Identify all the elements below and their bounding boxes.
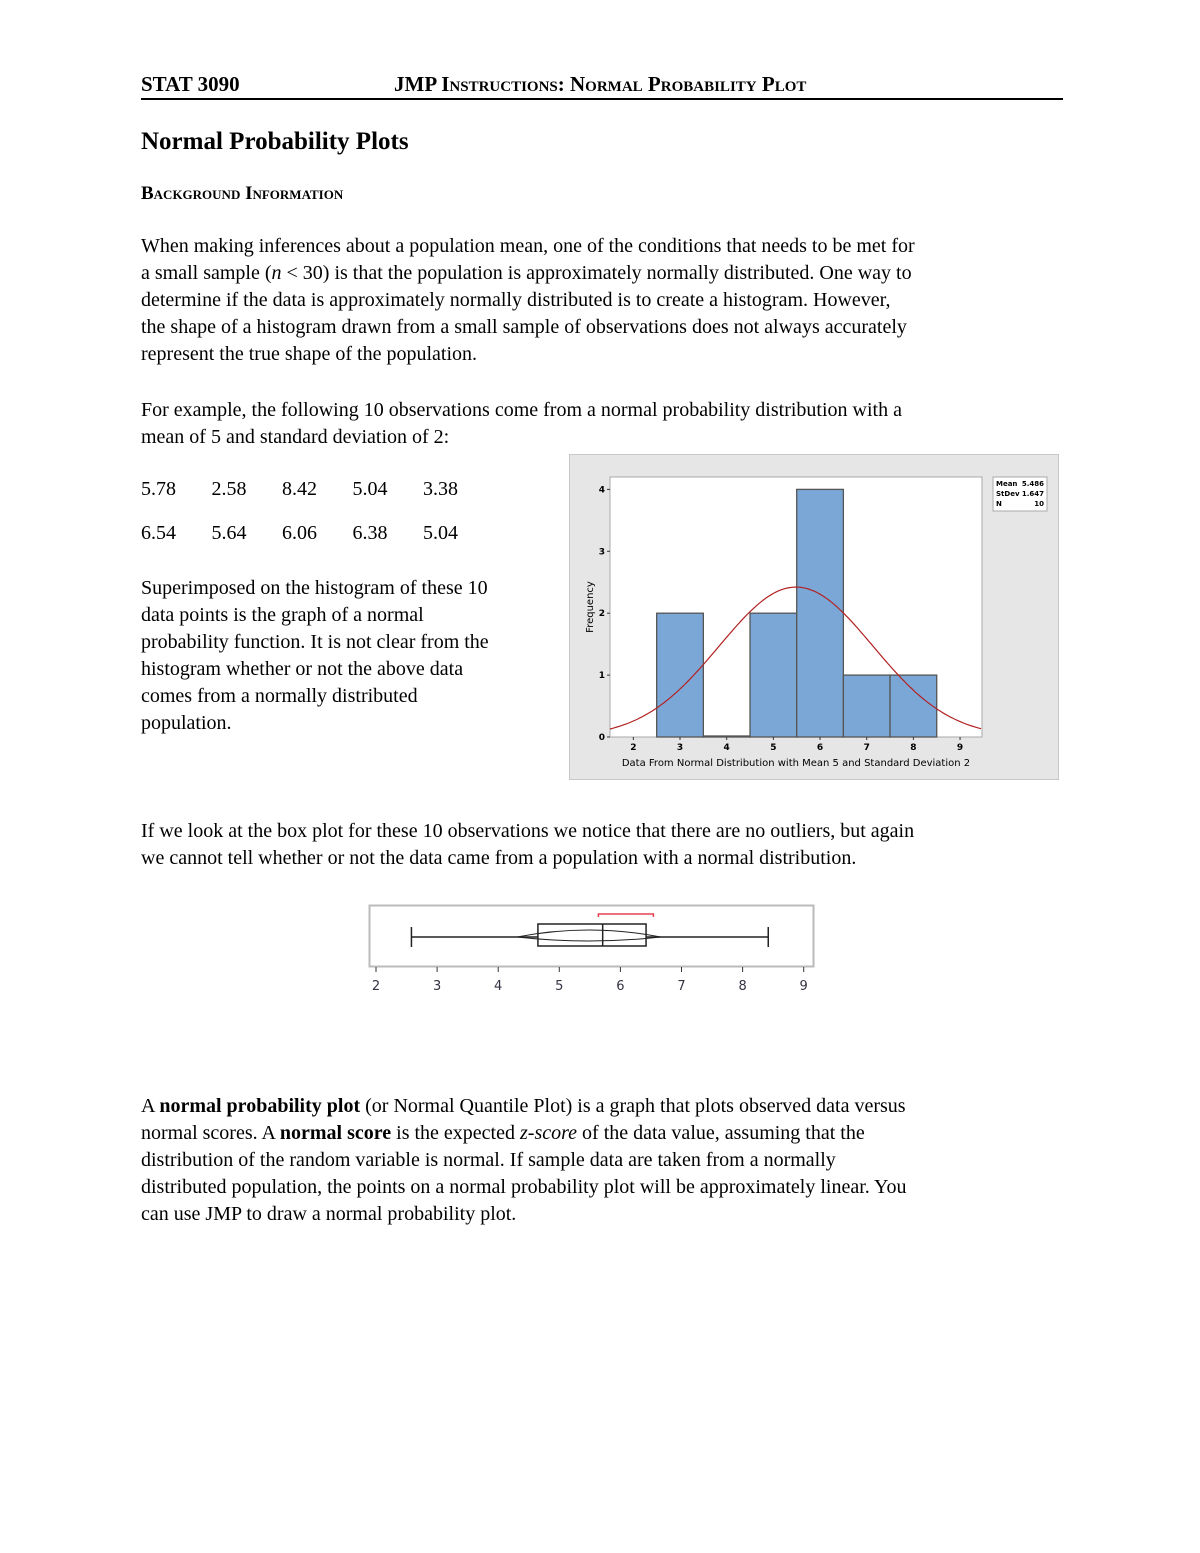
x-tick-label: 3 — [676, 743, 684, 753]
text-line: data points is the graph of a normal — [141, 604, 424, 626]
observation-value: 2.58 — [211, 478, 247, 500]
y-tick-label: 4 — [598, 485, 605, 496]
x-tick-label: 4 — [494, 979, 503, 994]
legend-label: StDev — [996, 490, 1020, 498]
paragraph-normal-probability-plot — [141, 1093, 1071, 1228]
paragraph-example — [141, 397, 1071, 451]
x-tick-label: 5 — [770, 743, 777, 753]
observation-value: 3.38 — [423, 478, 458, 500]
legend-value: 5.486 — [1021, 480, 1044, 488]
text-line: histogram whether or not the above data — [141, 658, 464, 680]
x-tick-label: 2 — [630, 743, 637, 753]
x-tick-label: 4 — [723, 743, 730, 753]
observation-value: 8.42 — [282, 478, 317, 500]
text-line: probability function. It is not clear from the — [141, 631, 489, 653]
text-line: we cannot tell whether or not the data came from a population with a normal distribution. — [141, 847, 857, 869]
histogram-bar — [703, 736, 750, 737]
text-line: distribution of the random variable is normal. If sample data are taken from a normally — [141, 1149, 836, 1171]
text-line: mean of 5 and standard deviation of 2: — [141, 426, 450, 448]
x-tick-label: 2 — [371, 979, 381, 994]
text-line: If we look at the box plot for these 10 observations we notice that there are no outliers, but again — [141, 820, 915, 842]
text-line: A normal probability plot (or Normal Quantile Plot) is a graph that plots observed data versus — [141, 1095, 906, 1117]
text-line: distributed population, the points on a normal probability plot will be approximately linear. You — [141, 1176, 907, 1198]
observation-value: 6.06 — [282, 522, 317, 544]
histogram-bar — [657, 613, 704, 737]
histogram-bar — [797, 489, 844, 737]
paragraph-boxplot — [141, 818, 1071, 872]
header-course: STAT 3090 — [141, 72, 240, 96]
quartile-box — [538, 924, 646, 946]
x-tick-label: 6 — [616, 979, 625, 994]
text-line: normal scores. A normal score is the expected z-score of the data value, assuming that the — [141, 1122, 865, 1144]
legend-label: N — [996, 500, 1002, 508]
text-line: Superimposed on the histogram of these 10 — [141, 577, 488, 599]
text-line: For example, the following 10 observations come from a normal probability distribution with a — [141, 399, 902, 421]
header-rule — [141, 98, 1063, 100]
text-line: determine if the data is approximately normally distributed is to create a histogram. However, — [141, 289, 891, 311]
observation-value: 5.78 — [141, 478, 176, 500]
paragraph-superimposed — [141, 575, 561, 737]
x-tick-label: 7 — [863, 743, 870, 753]
observation-value: 5.04 — [352, 478, 388, 500]
text-line: When making inferences about a population mean, one of the conditions that needs to be met for — [141, 235, 915, 257]
histogram-bar — [750, 613, 797, 737]
text-line: a small sample (n < 30) is that the population is approximately normally distributed. One way to — [141, 262, 912, 284]
text-line: comes from a normally distributed — [141, 685, 418, 707]
histogram-chart — [569, 454, 1059, 780]
x-tick-label: 9 — [799, 979, 808, 994]
text-line: population. — [141, 712, 232, 734]
text-line: can use JMP to draw a normal probability plot. — [141, 1203, 517, 1225]
y-tick-label: 2 — [598, 609, 605, 620]
observation-value: 6.38 — [352, 522, 388, 544]
y-tick-label: 0 — [598, 733, 605, 743]
header-title: JMP Instructions: Normal Probability Plot — [394, 72, 807, 96]
observation-value: 5.04 — [423, 522, 458, 544]
y-tick-label: 3 — [598, 547, 605, 558]
legend-value: 10 — [1034, 500, 1044, 508]
legend-value: 1.647 — [1021, 490, 1044, 498]
observation-value: 5.64 — [211, 522, 247, 544]
box-plot-chart — [360, 900, 820, 1000]
x-tick-label: 6 — [816, 743, 824, 753]
x-tick-label: 9 — [956, 743, 964, 753]
histogram-bar — [843, 675, 890, 737]
text-line: the shape of a histogram drawn from a small sample of observations does not always accurately — [141, 316, 907, 338]
page-title: Normal Probability Plots — [141, 128, 409, 155]
section-heading: Background Information — [141, 183, 344, 204]
x-tick-label: 3 — [432, 979, 442, 994]
observation-value: 6.54 — [141, 522, 176, 544]
y-tick-label: 1 — [598, 671, 605, 682]
x-axis-label: Data From Normal Distribution with Mean 5 and Standard Deviation 2 — [621, 758, 971, 769]
x-tick-label: 8 — [738, 979, 747, 994]
y-axis-label: Frequency — [585, 581, 596, 633]
legend-label: Mean — [996, 480, 1018, 488]
x-tick-label: 7 — [677, 979, 686, 994]
paragraph-background — [141, 233, 1071, 368]
text-line: represent the true shape of the population. — [141, 343, 477, 365]
x-tick-label: 8 — [910, 743, 917, 753]
histogram-bar — [890, 675, 937, 737]
x-tick-label: 5 — [555, 979, 564, 994]
